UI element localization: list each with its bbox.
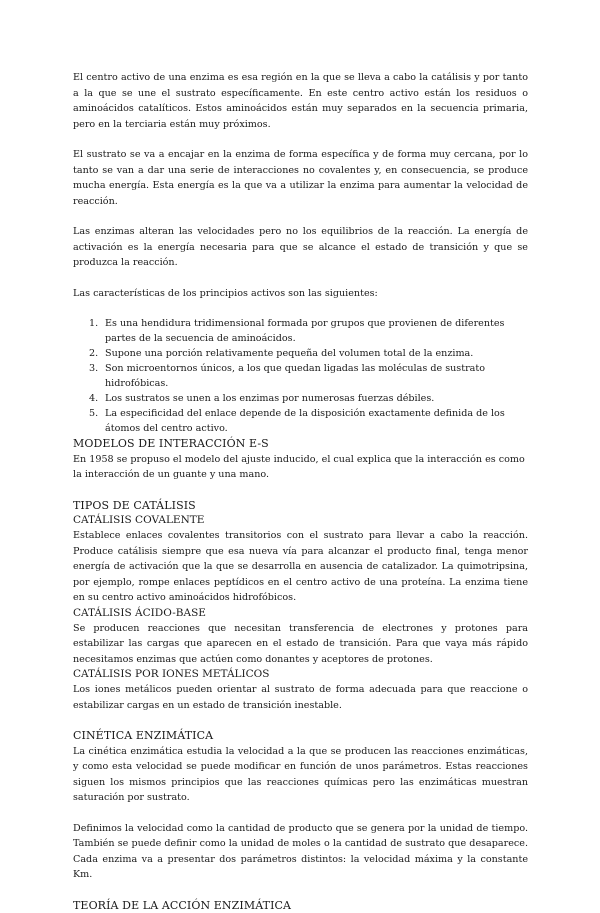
intro-paragraph-active-site: El centro activo de una enzima es esa región en la que se lleva a cabo la catálisis y por tanto a la que se une el sustrato específicamente. En este centro activo están los residuos o aminoácidos catalíticos. Estos aminoácidos están muy separados en la secuencia primaria, pero en la terciaria están muy próximos. xyxy=(73,70,528,132)
list-text: Los sustratos se unen a los enzimas por numerosas fuerzas débiles. xyxy=(105,393,434,404)
list-item xyxy=(73,391,528,406)
covalent-catalysis-heading: CATÁLISIS COVALENTE xyxy=(73,513,528,528)
models-paragraph: En 1958 se propuso el modelo del ajuste inducido, el cual explica que la interacción es como la interacción de un guante y una mano. xyxy=(73,452,528,483)
enzyme-action-theory-heading: TEORÍA DE LA ACCIÓN ENZIMÁTICA xyxy=(73,898,528,913)
metal-ion-catalysis-heading: CATÁLISIS POR IONES METÁLICOS xyxy=(73,667,528,682)
list-number: 2. xyxy=(89,346,98,361)
list-number: 4. xyxy=(89,391,98,406)
kinetics-heading: CINÉTICA ENZIMÁTICA xyxy=(73,728,528,744)
catalysis-types-heading: TIPOS DE CATÁLISIS xyxy=(73,498,528,514)
list-text: Supone una porción relativamente pequeña del volumen total de la enzima. xyxy=(105,348,473,359)
intro-paragraph-substrate: El sustrato se va a encajar en la enzima de forma específica y de forma muy cercana, por lo tanto se van a dar una serie de interacciones no covalentes y, en consecuencia, se produce mucha energía. Esta energía es la que va a utilizar la enzima para aumentar la velocidad de reacción. xyxy=(73,147,528,209)
intro-paragraph-characteristics: Las características de los principios activos son las siguientes: xyxy=(73,286,528,302)
metal-ion-catalysis-paragraph: Los iones metálicos pueden orientar al sustrato de forma adecuada para que reaccione o estabilizar cargas en un estado de transición inestable. xyxy=(73,682,528,713)
acid-base-catalysis-paragraph: Se producen reacciones que necesitan transferencia de electrones y protones para estabilizar las cargas que aparecen en el estado de transición. Para que vaya más rápido necesitamos enzimas que actúen como donantes y aceptores de protones. xyxy=(73,621,528,668)
list-number: 1. xyxy=(89,316,98,331)
list-number: 3. xyxy=(89,361,98,376)
kinetics-paragraph-intro: La cinética enzimática estudia la velocidad a la que se producen las reacciones enzimáticas, y como esta velocidad se puede modificar en función de unos parámetros. Estas reacciones siguen los mismos principios que las reacciones químicas pero las enzimáticas muestran saturación por sustrato. xyxy=(73,744,528,806)
acid-base-catalysis-heading: CATÁLISIS ÁCIDO-BASE xyxy=(73,606,528,621)
list-item xyxy=(73,316,528,346)
list-text: Es una hendidura tridimensional formada por grupos que provienen de diferentes partes de la secuencia de aminoácidos. xyxy=(105,318,504,344)
list-number: 5. xyxy=(89,406,98,421)
list-text: Son microentornos únicos, a los que quedan ligadas las moléculas de sustrato hidrofóbicas. xyxy=(105,363,485,389)
list-text: La especificidad del enlace depende de la disposición exactamente definida de los átomos del centro activo. xyxy=(105,408,505,434)
intro-paragraph-activation: Las enzimas alteran las velocidades pero no los equilibrios de la reacción. La energía de activación es la energía necesaria para que se alcance el estado de transición y que se produzca la reacción. xyxy=(73,224,528,271)
models-heading: MODELOS DE INTERACCIÓN E-S xyxy=(73,436,528,452)
list-item xyxy=(73,346,528,361)
kinetics-paragraph-velocity: Definimos la velocidad como la cantidad de producto que se genera por la unidad de tiempo. También se puede definir como la unidad de moles o la cantidad de sustrato que desaparece. Cada enzima va a presentar dos parámetros distintos: la velocidad máxima y la constante Km. xyxy=(73,821,528,883)
characteristics-list xyxy=(73,316,528,436)
list-item xyxy=(73,406,528,436)
document-page xyxy=(73,70,528,913)
list-item xyxy=(73,361,528,391)
covalent-catalysis-paragraph: Establece enlaces covalentes transitorios con el sustrato para llevar a cabo la reacción. Produce catálisis siempre que esa nueva vía para alcanzar el producto final, tenga menor energía de activación que la que se desarrolla en ausencia de catalizador. La quimotripsina, por ejemplo, rompe enlaces peptídicos en el centro activo de una proteína. La enzima tiene en su centro activo aminoácidos hidrofóbicos. xyxy=(73,528,528,606)
